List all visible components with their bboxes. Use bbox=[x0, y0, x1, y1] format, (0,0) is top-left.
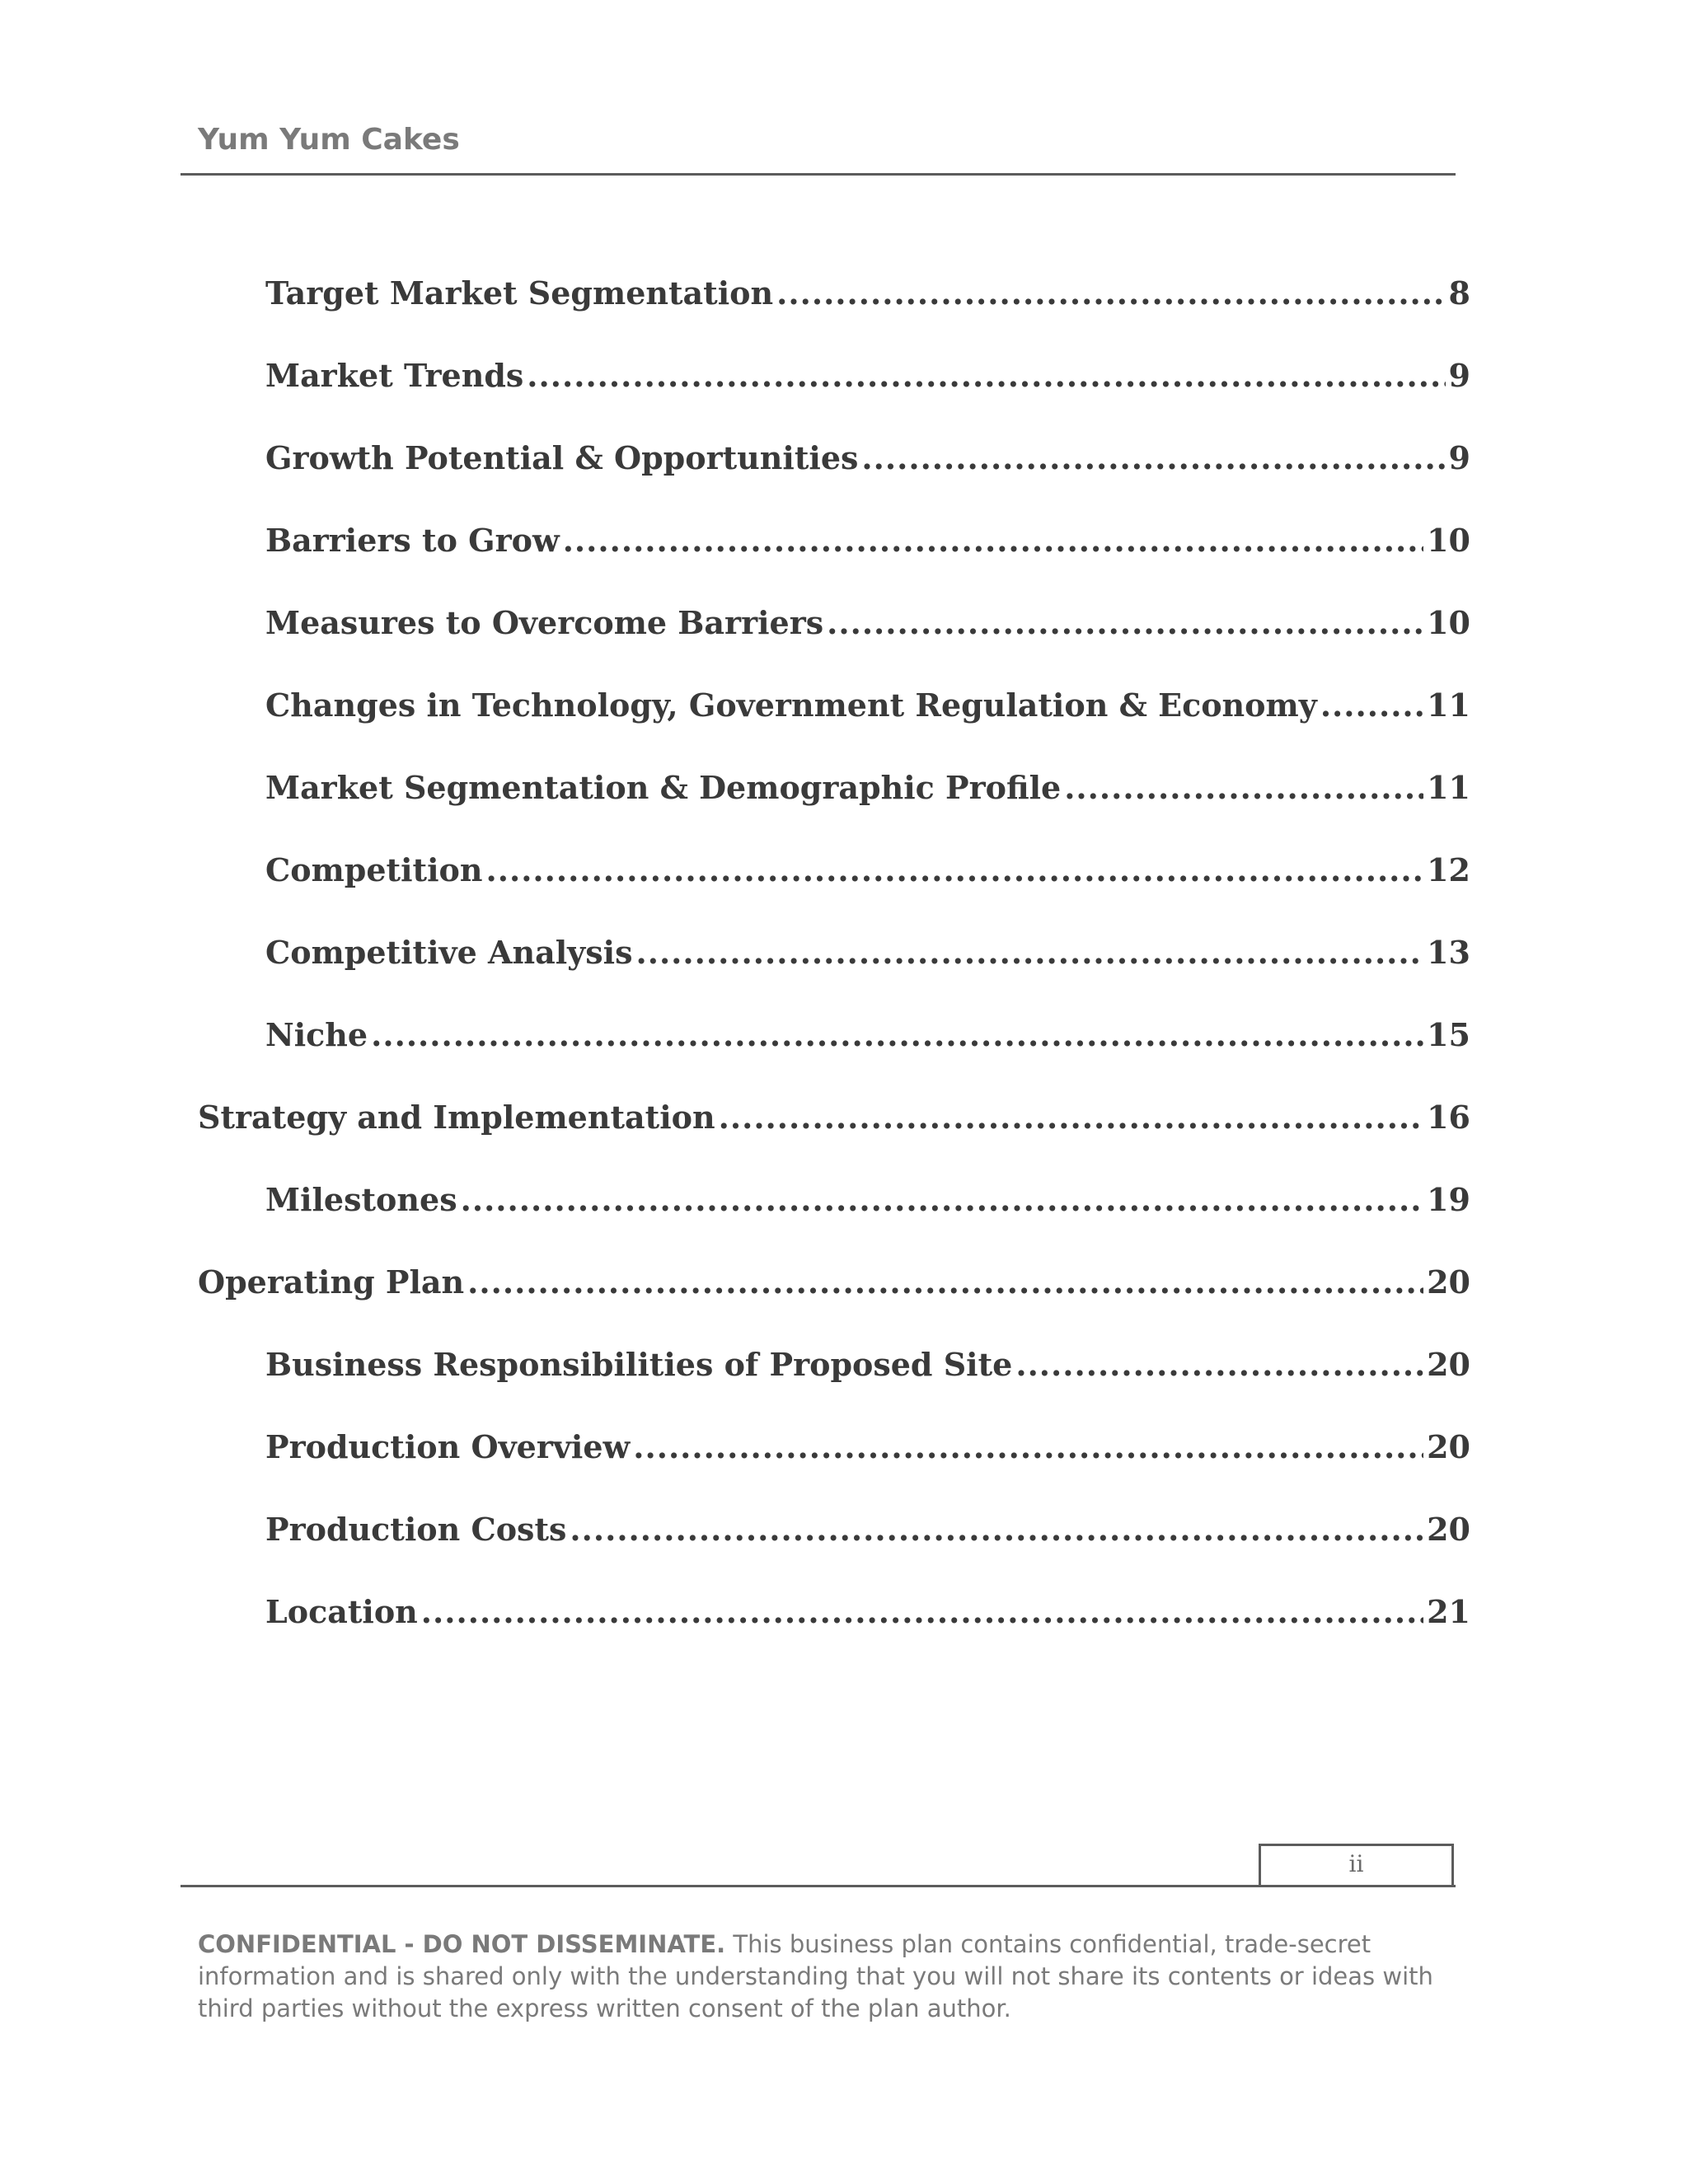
toc-entry-page: 10 bbox=[1427, 522, 1470, 559]
toc-dot-leader bbox=[421, 1589, 1423, 1635]
toc-dot-leader bbox=[861, 435, 1445, 481]
toc-entry[interactable] bbox=[265, 1507, 1470, 1553]
toc-entry-title: Changes in Technology, Government Regulation & Economy bbox=[265, 687, 1317, 724]
toc-dot-leader bbox=[776, 270, 1445, 316]
toc-entry[interactable] bbox=[265, 1424, 1470, 1470]
toc-entry[interactable] bbox=[198, 1094, 1470, 1141]
toc-entry-title: Competitive Analysis bbox=[265, 934, 633, 971]
toc-dot-leader bbox=[719, 1094, 1423, 1141]
toc-entry-title: Strategy and Implementation bbox=[198, 1099, 715, 1136]
confidentiality-notice-body: This business plan contains confidential, trade-secret information and is shared only with the understanding that you will not share its contents or ideas with third parties without the express written consent of the plan author. bbox=[198, 1930, 1433, 2022]
toc-entry[interactable] bbox=[265, 600, 1470, 646]
toc-dot-leader bbox=[1064, 765, 1423, 811]
toc-entry[interactable] bbox=[265, 682, 1470, 729]
toc-entry-page: 20 bbox=[1427, 1428, 1470, 1465]
toc-entry[interactable] bbox=[265, 353, 1470, 399]
toc-entry[interactable] bbox=[265, 270, 1470, 316]
toc-entry-page: 9 bbox=[1448, 439, 1470, 476]
toc-entry-title: Growth Potential & Opportunities bbox=[265, 439, 859, 476]
toc-dot-leader bbox=[570, 1507, 1423, 1553]
footer-divider bbox=[181, 1885, 1456, 1887]
toc-entry-title: Market Segmentation & Demographic Profile bbox=[265, 769, 1062, 806]
toc-entry-page: 20 bbox=[1427, 1511, 1470, 1548]
toc-entry[interactable] bbox=[265, 847, 1470, 893]
toc-dot-leader bbox=[635, 930, 1423, 976]
toc-entry[interactable] bbox=[265, 1012, 1470, 1058]
toc-dot-leader bbox=[527, 353, 1445, 399]
toc-dot-leader bbox=[1015, 1342, 1423, 1388]
toc-entry-title: Competition bbox=[265, 851, 483, 888]
toc-entry[interactable] bbox=[265, 518, 1470, 564]
toc-entry-page: 13 bbox=[1427, 934, 1470, 971]
toc-entry-title: Measures to Overcome Barriers bbox=[265, 604, 824, 641]
toc-entry-page: 12 bbox=[1427, 851, 1470, 888]
toc-entry[interactable] bbox=[265, 765, 1470, 811]
toc-dot-leader bbox=[486, 847, 1424, 893]
toc-entry[interactable] bbox=[198, 1259, 1470, 1305]
toc-entry-title: Production Overview bbox=[265, 1428, 631, 1465]
toc-entry[interactable] bbox=[265, 1589, 1470, 1635]
toc-entry-page: 11 bbox=[1427, 687, 1470, 724]
toc-entry-title: Production Costs bbox=[265, 1511, 567, 1548]
toc-entry[interactable] bbox=[265, 1177, 1470, 1223]
toc-entry-page: 19 bbox=[1427, 1181, 1470, 1218]
toc-entry-title: Niche bbox=[265, 1016, 368, 1053]
toc-entry-title: Location bbox=[265, 1593, 418, 1630]
toc-entry-page: 20 bbox=[1427, 1346, 1470, 1383]
toc-dot-leader bbox=[827, 600, 1423, 646]
toc-dot-leader bbox=[563, 518, 1423, 564]
toc-entry-page: 11 bbox=[1427, 769, 1470, 806]
toc-dot-leader bbox=[1320, 682, 1423, 729]
toc-dot-leader bbox=[371, 1012, 1423, 1058]
document-header-title: Yum Yum Cakes bbox=[198, 123, 460, 157]
toc-entry-page: 16 bbox=[1427, 1099, 1470, 1136]
toc-dot-leader bbox=[467, 1259, 1423, 1305]
toc-dot-leader bbox=[633, 1424, 1423, 1470]
footer-page-number-box bbox=[1259, 1844, 1454, 1885]
toc-entry-title: Target Market Segmentation bbox=[265, 274, 774, 312]
footer-page-number: ii bbox=[1348, 1850, 1364, 1877]
confidentiality-notice-lead: CONFIDENTIAL - DO NOT DISSEMINATE. bbox=[198, 1930, 726, 1958]
toc-entry-page: 20 bbox=[1427, 1263, 1470, 1301]
toc-entry-page: 9 bbox=[1448, 357, 1470, 394]
toc-entry-title: Market Trends bbox=[265, 357, 524, 394]
toc-entry[interactable] bbox=[265, 435, 1470, 481]
toc-entry-page: 15 bbox=[1427, 1016, 1470, 1053]
header-divider bbox=[181, 173, 1456, 176]
toc-entry-title: Barriers to Grow bbox=[265, 522, 560, 559]
toc-entry[interactable] bbox=[265, 930, 1470, 976]
toc-entry-page: 10 bbox=[1427, 604, 1470, 641]
toc-entry-title: Milestones bbox=[265, 1181, 457, 1218]
confidentiality-notice bbox=[198, 1929, 1484, 2025]
toc-dot-leader bbox=[461, 1177, 1424, 1223]
toc-entry[interactable] bbox=[265, 1342, 1470, 1388]
toc-entry-page: 8 bbox=[1448, 274, 1470, 312]
toc-entry-title: Business Responsibilities of Proposed Site bbox=[265, 1346, 1013, 1383]
toc-entry-title: Operating Plan bbox=[198, 1263, 465, 1301]
toc-entry-page: 21 bbox=[1427, 1593, 1470, 1630]
